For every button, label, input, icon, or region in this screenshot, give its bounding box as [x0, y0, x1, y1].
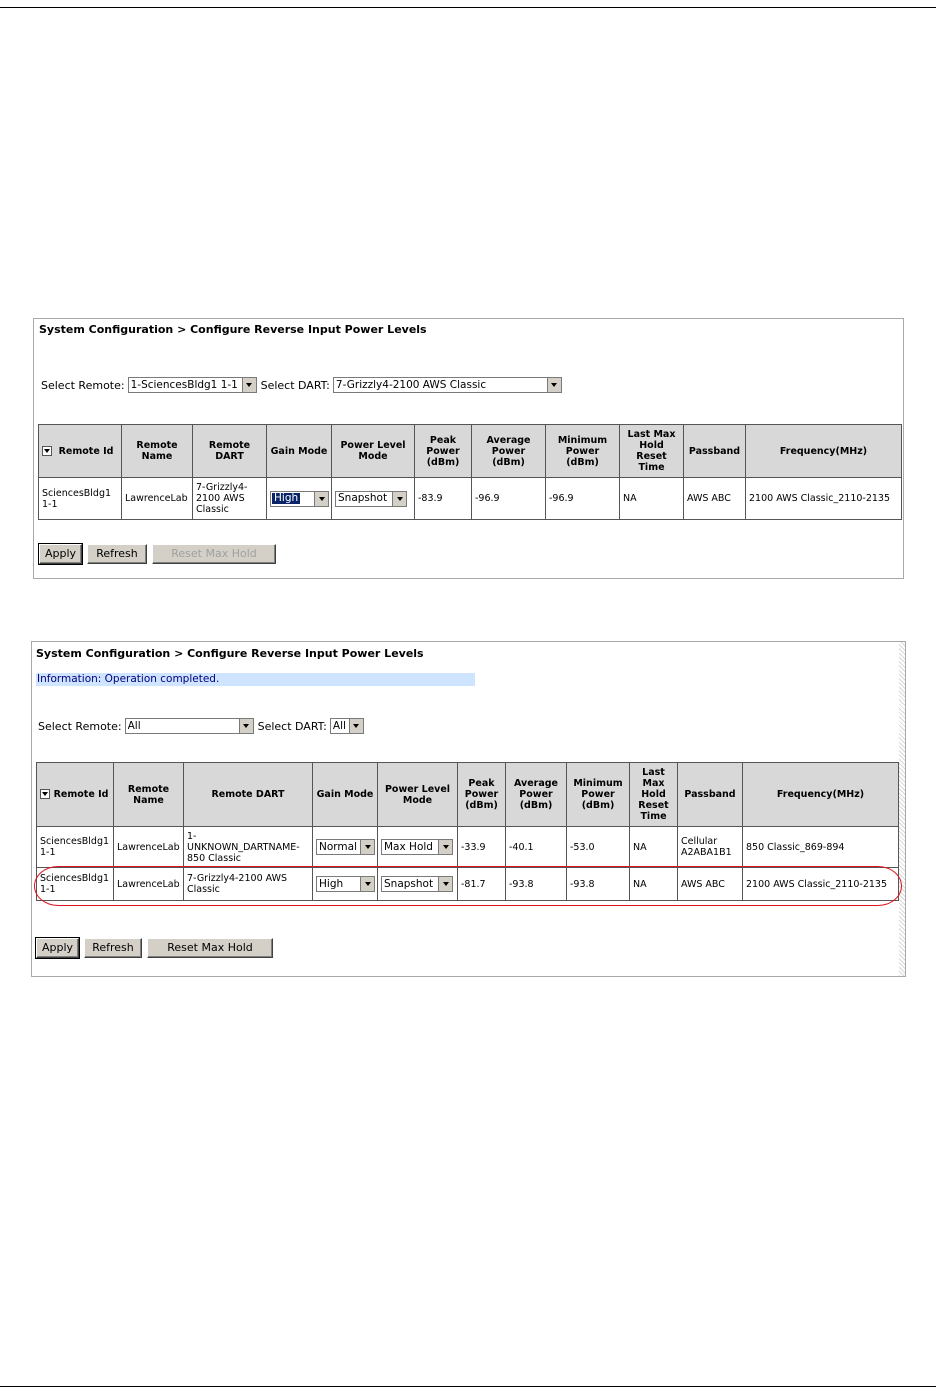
- col-power-level-mode: Power Level Mode: [332, 425, 415, 478]
- power-level-mode-select[interactable]: Max Hold: [381, 839, 453, 855]
- cell-remote-dart: 7-Grizzly4-2100 AWS Classic: [184, 868, 313, 901]
- power-levels-table: [36, 762, 899, 901]
- cell-minimum-power: -96.9: [546, 478, 620, 520]
- select-remote-dropdown[interactable]: 1-SciencesBldg1 1-1: [128, 377, 257, 393]
- col-peak-power: Peak Power (dBm): [415, 425, 472, 478]
- chevron-down-icon: [239, 719, 253, 733]
- select-dart-label: Select DART:: [257, 719, 327, 733]
- chevron-down-icon: [314, 492, 328, 506]
- cell-last-reset-time: NA: [630, 868, 678, 901]
- page-title: System Configuration > Configure Reverse Input Power Levels: [39, 323, 427, 336]
- chevron-down-icon: [360, 877, 374, 891]
- chevron-down-icon: [392, 492, 406, 506]
- filter-row: [41, 377, 562, 393]
- select-dart-dropdown[interactable]: All: [330, 718, 364, 734]
- col-minimum-power: Minimum Power (dBm): [546, 425, 620, 478]
- chevron-down-icon: [242, 378, 256, 392]
- collapse-icon[interactable]: [42, 446, 52, 456]
- filter-row: [38, 718, 364, 734]
- cell-remote-id: SciencesBldg1 1-1: [37, 827, 114, 868]
- chevron-down-icon: [547, 378, 561, 392]
- table-header-row: [39, 425, 902, 478]
- col-remote-id[interactable]: Remote Id: [39, 425, 122, 478]
- cell-frequency: 2100 AWS Classic_2110-2135: [746, 478, 902, 520]
- cell-passband: AWS ABC: [684, 478, 746, 520]
- col-remote-id[interactable]: Remote Id: [37, 763, 114, 827]
- col-frequency: Frequency(MHz): [743, 763, 899, 827]
- cell-minimum-power: -53.0: [567, 827, 630, 868]
- cell-remote-name: LawrenceLab: [114, 868, 184, 901]
- cell-average-power: -96.9: [472, 478, 546, 520]
- col-remote-dart: Remote DART: [184, 763, 313, 827]
- gain-mode-select[interactable]: High: [316, 876, 375, 892]
- cell-peak-power: -33.9: [458, 827, 506, 868]
- apply-button[interactable]: Apply: [39, 544, 82, 564]
- power-levels-panel-after: [31, 641, 906, 977]
- select-remote-label: Select Remote:: [41, 378, 125, 392]
- button-row: [36, 938, 278, 958]
- cell-power-level-mode: [332, 478, 415, 520]
- chevron-down-icon: [360, 840, 374, 854]
- button-row: [39, 544, 281, 564]
- col-power-level-mode: Power Level Mode: [378, 763, 458, 827]
- chevron-down-icon: [438, 877, 452, 891]
- col-remote-name: Remote Name: [114, 763, 184, 827]
- reset-max-hold-button[interactable]: Reset Max Hold: [152, 544, 276, 564]
- cell-gain-mode: [313, 868, 378, 901]
- select-dart-label: Select DART:: [260, 378, 330, 392]
- cell-frequency: 2100 AWS Classic_2110-2135: [743, 868, 899, 901]
- page-title: System Configuration > Configure Reverse Input Power Levels: [36, 647, 424, 660]
- power-level-mode-select[interactable]: Snapshot: [381, 876, 453, 892]
- cell-frequency: 850 Classic_869-894: [743, 827, 899, 868]
- chevron-down-icon: [349, 719, 363, 733]
- apply-button[interactable]: Apply: [36, 938, 79, 958]
- table-row: [37, 868, 899, 901]
- cell-remote-dart: 1-UNKNOWN_DARTNAME-850 Classic: [184, 827, 313, 868]
- cell-remote-dart: 7-Grizzly4-2100 AWS Classic: [193, 478, 267, 520]
- select-dart-dropdown[interactable]: 7-Grizzly4-2100 AWS Classic: [333, 377, 562, 393]
- cell-peak-power: -83.9: [415, 478, 472, 520]
- table-row: [37, 827, 899, 868]
- select-remote-dropdown[interactable]: All: [125, 718, 254, 734]
- gain-mode-select[interactable]: Normal: [316, 839, 375, 855]
- cell-peak-power: -81.7: [458, 868, 506, 901]
- refresh-button[interactable]: Refresh: [84, 938, 142, 958]
- cell-remote-id: SciencesBldg1 1-1: [37, 868, 114, 901]
- select-remote-label: Select Remote:: [38, 719, 122, 733]
- col-last-reset-time: Last Max Hold Reset Time: [630, 763, 678, 827]
- info-message: Information: Operation completed.: [36, 673, 475, 686]
- table-row: [39, 478, 902, 520]
- cell-minimum-power: -93.8: [567, 868, 630, 901]
- table-header-row: [37, 763, 899, 827]
- col-remote-name: Remote Name: [122, 425, 193, 478]
- cell-remote-name: LawrenceLab: [122, 478, 193, 520]
- page-bottom-rule: [0, 1386, 936, 1387]
- cell-last-reset-time: NA: [620, 478, 684, 520]
- chevron-down-icon: [438, 840, 452, 854]
- cell-remote-id: SciencesBldg1 1-1: [39, 478, 122, 520]
- col-minimum-power: Minimum Power (dBm): [567, 763, 630, 827]
- cell-passband: Cellular A2ABA1B1: [678, 827, 743, 868]
- col-average-power: Average Power (dBm): [472, 425, 546, 478]
- col-gain-mode: Gain Mode: [313, 763, 378, 827]
- cell-remote-name: LawrenceLab: [114, 827, 184, 868]
- cell-gain-mode: [313, 827, 378, 868]
- cell-last-reset-time: NA: [630, 827, 678, 868]
- refresh-button[interactable]: Refresh: [87, 544, 147, 564]
- col-last-reset-time: Last Max Hold Reset Time: [620, 425, 684, 478]
- cell-gain-mode: [267, 478, 332, 520]
- cell-passband: AWS ABC: [678, 868, 743, 901]
- col-gain-mode: Gain Mode: [267, 425, 332, 478]
- cell-power-level-mode: [378, 827, 458, 868]
- gain-mode-select[interactable]: High: [270, 491, 329, 507]
- cell-average-power: -40.1: [506, 827, 567, 868]
- scrollbar[interactable]: [899, 642, 905, 976]
- col-remote-dart: Remote DART: [193, 425, 267, 478]
- cell-average-power: -93.8: [506, 868, 567, 901]
- power-level-mode-select[interactable]: Snapshot: [335, 491, 407, 507]
- col-passband: Passband: [684, 425, 746, 478]
- power-levels-panel-before: [33, 318, 904, 579]
- page-top-rule: [0, 7, 936, 8]
- col-peak-power: Peak Power (dBm): [458, 763, 506, 827]
- col-frequency: Frequency(MHz): [746, 425, 902, 478]
- cell-power-level-mode: [378, 868, 458, 901]
- col-passband: Passband: [678, 763, 743, 827]
- reset-max-hold-button[interactable]: Reset Max Hold: [147, 938, 273, 958]
- collapse-icon[interactable]: [40, 789, 50, 799]
- col-average-power: Average Power (dBm): [506, 763, 567, 827]
- power-levels-table: [38, 424, 902, 520]
